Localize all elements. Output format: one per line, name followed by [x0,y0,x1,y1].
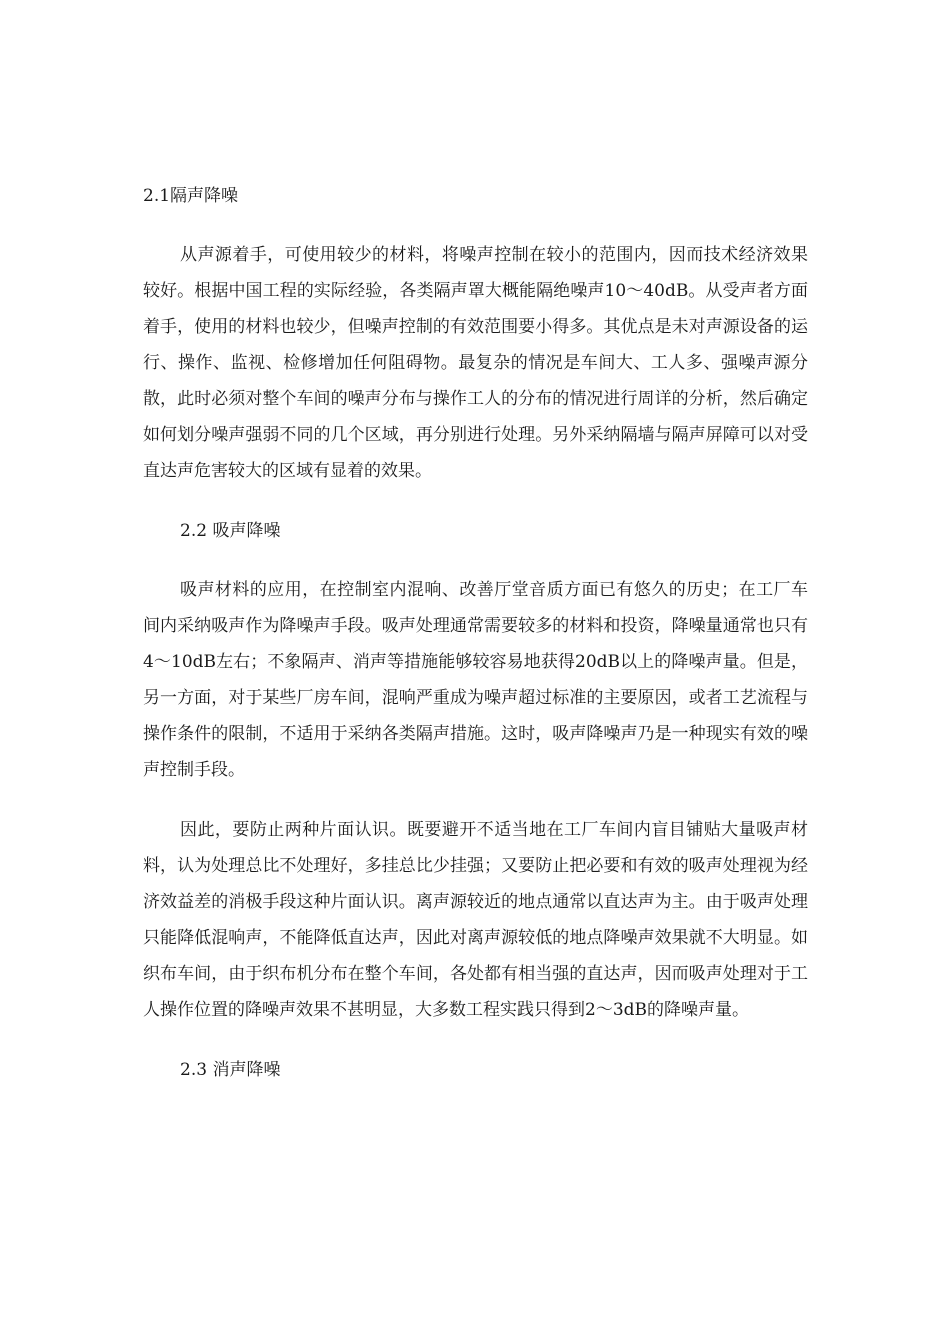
section-heading-2-3: 2.3 消声降噪 [180,1060,281,1080]
paragraph-sound-absorption-caveats: 因此，要防止两种片面认识。既要避开不适当地在工厂车间内盲目铺贴大量吸声材料，认为处理总比不处理好，多挂总比少挂强；又要防止把必要和有效的吸声处理视为经济效益差的消极手段这种片面认识。离声源较近的地点通常以直达声为主。由于吸声处理只能降低混响声，不能降低直达声，因此对离声源较低的地点降噪声效果就不大明显。如织布车间，由于织布机分布在整个车间，各处都有相当强的直达声，因而吸声处理对于工人操作位置的降噪声效果不甚明显，大多数工程实践只得到2～3dB的降噪声量。 [143,820,808,1020]
document-body [143,178,808,1088]
section-heading-2-1: 2.1隔声降噪 [143,186,239,206]
paragraph-sound-insulation: 从声源着手，可使用较少的材料，将噪声控制在较小的范围内，因而技术经济效果较好。根据中国工程的实际经验，各类隔声罩大概能隔绝噪声10～40dB。从受声者方面着手，使用的材料也较少，但噪声控制的有效范围要小得多。其优点是未对声源设备的运行、操作、监视、检修增加任何阻碍物。最复杂的情况是车间大、工人多、强噪声源分散，此时必须对整个车间的噪声分布与操作工人的分布的情况进行周详的分析，然后确定如何划分噪声强弱不同的几个区域，再分别进行处理。另外采纳隔墙与隔声屏障可以对受直达声危害较大的区域有显着的效果。 [143,245,808,481]
paragraph-sound-absorption-intro: 吸声材料的应用，在控制室内混响、改善厅堂音质方面已有悠久的历史；在工厂车间内采纳吸声作为降噪声手段。吸声处理通常需要较多的材料和投资，降噪量通常也只有4～10dB左右；不象隔声、消声等措施能够较容易地获得20dB以上的降噪声量。但是，另一方面，对于某些厂房车间，混响严重成为噪声超过标准的主要原因，或者工艺流程与操作条件的限制，不适用于采纳各类隔声措施。这时，吸声降噪声乃是一种现实有效的噪声控制手段。 [143,580,808,780]
section-heading-2-2: 2.2 吸声降噪 [180,521,281,541]
